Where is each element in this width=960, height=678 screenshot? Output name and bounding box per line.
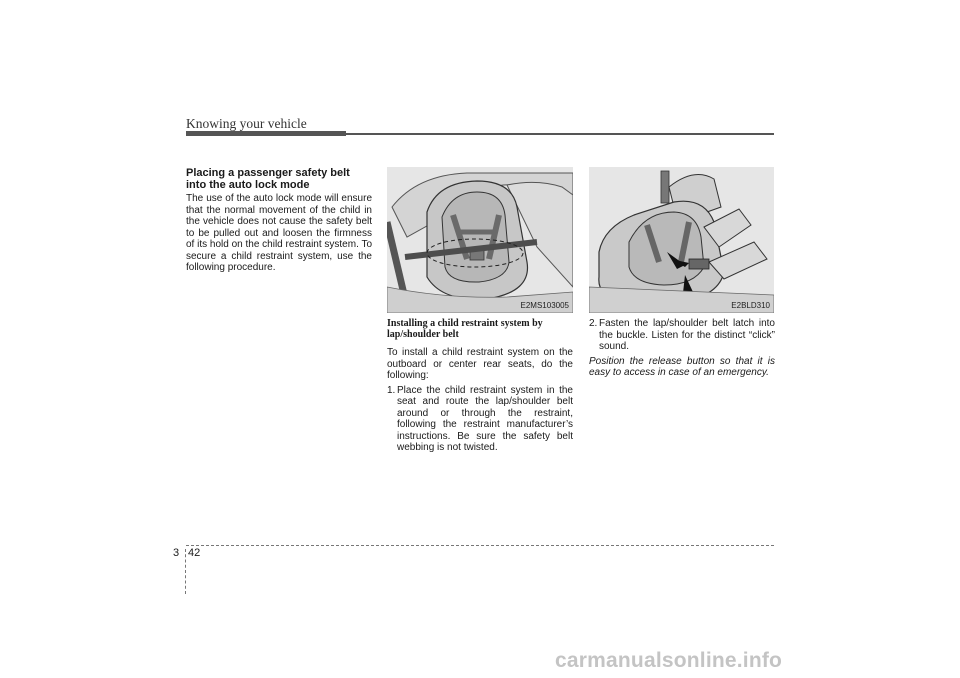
chapter-number: 3 (173, 547, 180, 559)
subsection-title: Installing a child restraint system by lap/shoulder belt (387, 318, 543, 340)
buckle-illustration (589, 167, 774, 313)
column-1 (186, 167, 372, 274)
step-text: Place the child restraint system in the seat and route the lap/shoulder belt around or through the restraint, following the restraint manufacturer’s instructions. Be sure the safety belt webbing is not twisted. (397, 384, 573, 453)
footer-rule (186, 545, 774, 546)
step-number: 2. (589, 318, 598, 329)
footer-vertical-rule (185, 549, 186, 594)
watermark-link[interactable]: carmanualsonline.info (555, 649, 783, 672)
page-number: 42 (188, 547, 201, 559)
child-seat-illustration (387, 167, 573, 313)
header-title: Knowing your vehicle (186, 116, 307, 131)
figure-code: E2BLD310 (731, 301, 770, 310)
header-rule-thin (346, 133, 774, 135)
figure-fasten-buckle (589, 167, 774, 313)
figure-code: E2MS103005 (520, 301, 569, 310)
section-heading: Placing a passenger safety belt into the auto lock mode (186, 167, 350, 191)
column-3 (589, 318, 775, 389)
step-number: 1. (387, 384, 396, 396)
subsection-intro: To install a child restraint system on the outboard or center rear seats, do the following: (387, 347, 573, 381)
section-body: The use of the auto lock mode will ensure that the normal movement of the child in the vehicle does not cause the safety belt to be pulled out and loosen the firmness of its hold on the child restraint system. To secure a child restraint system, use the following procedure. (186, 193, 373, 273)
note-text: Position the release button so that it is easy to access in case of an emergency. (589, 355, 775, 378)
step-text: Fasten the lap/shoulder belt latch into the buckle. Listen for the distinct “click” sound. (599, 318, 775, 352)
step-item (387, 385, 573, 454)
step-item (589, 318, 775, 353)
column-2 (387, 318, 573, 454)
header-rule-thick (186, 131, 346, 136)
figure-child-seat-rear (387, 167, 573, 313)
